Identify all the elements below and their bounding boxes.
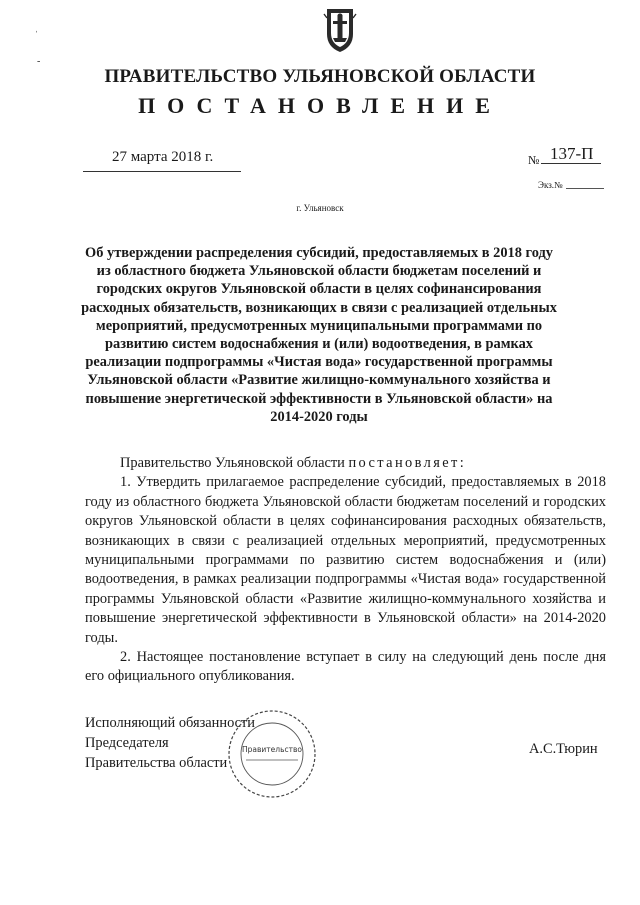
- government-title: ПРАВИТЕЛЬСТВО УЛЬЯНОВСКОЙ ОБЛАСТИ: [104, 66, 536, 87]
- number-sign: №: [528, 153, 540, 167]
- scan-artifact: ˈ: [35, 30, 39, 41]
- copy-number-label: Экз.№: [538, 180, 563, 190]
- document-type: ПОСТАНОВЛЕНИЕ: [138, 93, 502, 118]
- city: г. Ульяновск: [296, 203, 344, 213]
- signatory-title-line: Правительства области: [85, 755, 228, 771]
- intro-verb: постановляет:: [348, 455, 467, 471]
- signatory-title-line: Председателя: [85, 735, 169, 751]
- document-body: [85, 454, 606, 687]
- date-underline: [83, 171, 241, 172]
- intro-prefix: Правительство Ульяновской области: [120, 455, 345, 471]
- document-date: 27 марта 2018 г.: [112, 149, 214, 165]
- resolution-intro: [85, 454, 606, 473]
- resolution-paragraph: 2. Настоящее постановление вступает в силу на следующий день после дня его официального опубликования.: [85, 649, 606, 685]
- number-underline: [541, 163, 601, 164]
- scan-artifact: -: [37, 56, 41, 67]
- document-number: 137-П: [550, 144, 594, 163]
- official-stamp-icon: [226, 708, 318, 800]
- copy-number-underline: [566, 188, 604, 189]
- stamp-text: Правительство: [242, 745, 302, 754]
- signatory-title-line: Исполняющий обязанности: [85, 715, 256, 731]
- resolution-paragraph: 1. Утвердить прилагаемое распределение субсидий, предоставляемых в 2018 году из областного бюджета Ульяновской области бюджетам поселений и городских округов Ульяновской области в целях софинансирования расходных обязательств, возникающих в связи с реализацией отдельных мероприятий, предусмотренных муниципальными программами по развитию систем водоснабжения и (или) водоотведения, в рамках реализации подпрограммы «Чистая вода» государственной программы Ульяновской области «Развитие жилищно-коммунального хозяйства и повышение энергетической эффективности в Ульяновской области» на 2014-2020 годы.: [85, 474, 606, 646]
- document-subject: Об утверждении распределения субсидий, предоставляемых в 2018 году из областного бюджета Ульяновской области бюджетам поселений и городских округов Ульяновской области в целях софинансирования расходных обязательств, возникающих в связи с реализацией отдельных мероприятий, предусмотренных муниципальными программами по развитию систем водоснабжения и (или) водоотведения, в рамках реализации подпрограммы «Чистая вода» государственной программы Ульяновской области «Развитие жилищно-коммунального хозяйства и повышение энергетической эффективности в Ульяновской области» на 2014-2020 годы: [81, 245, 557, 425]
- signatory-name: А.С.Тюрин: [529, 741, 598, 757]
- coat-of-arms-icon: [323, 6, 357, 54]
